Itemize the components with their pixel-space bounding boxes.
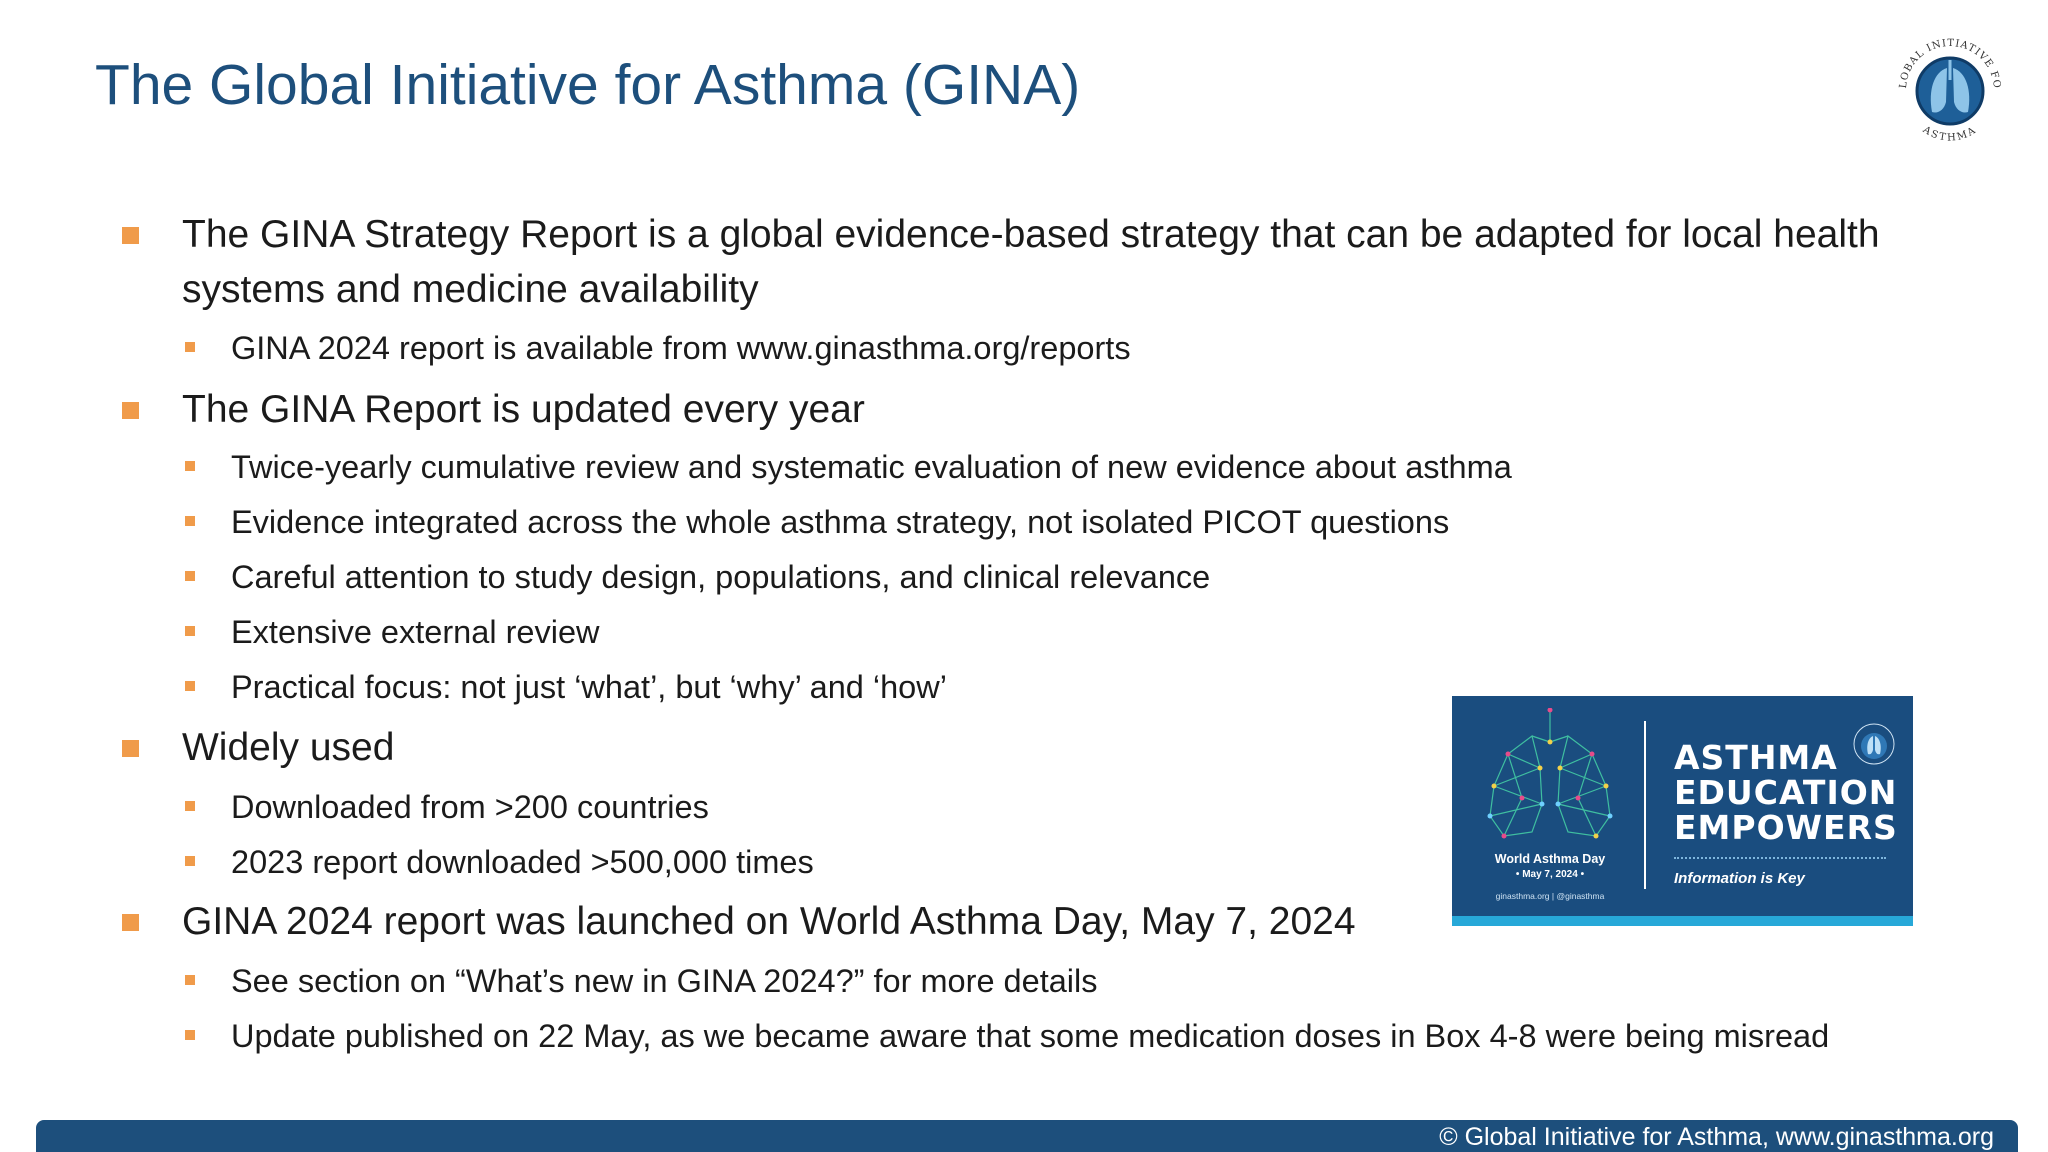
- sub-bullet-countries: Downloaded from >200 countries: [231, 789, 709, 825]
- sub-bullet-marker: [185, 801, 195, 811]
- sub-bullet-evidence: Evidence integrated across the whole asthma strategy, not isolated PICOT questions: [231, 504, 1450, 540]
- sub-bullet-marker: [185, 626, 195, 636]
- footer-bar: [36, 1120, 2018, 1152]
- footer-copyright: © Global Initiative for Asthma, www.ginasthma.org: [1439, 1123, 1994, 1151]
- sub-bullet-marker: [185, 342, 195, 352]
- logo-arc-bottom: ASTHMA: [1920, 124, 1980, 144]
- world-asthma-day-label: [1470, 852, 1630, 882]
- sub-bullet-marker: [185, 975, 195, 985]
- headline-line: ASTHMA: [1674, 738, 1838, 777]
- bullet-launch: GINA 2024 report was launched on World Asthma Day, May 7, 2024: [182, 900, 1356, 943]
- banner-headline: [1674, 740, 1898, 845]
- bullet-marker: [122, 740, 139, 757]
- bullet-marker: [122, 227, 139, 244]
- sub-bullet-marker: [185, 681, 195, 691]
- sub-bullet-review: Twice-yearly cumulative review and systematic evaluation of new evidence about asthma: [231, 449, 1512, 485]
- sub-bullet-marker: [185, 571, 195, 581]
- headline-line: EMPOWERS: [1674, 808, 1898, 847]
- sub-bullet-external-review: Extensive external review: [231, 614, 600, 650]
- world-asthma-day-banner: [1452, 696, 1913, 926]
- sub-bullet-whats-new: See section on “What’s new in GINA 2024?” for more details: [231, 963, 1098, 999]
- banner-divider: [1644, 721, 1646, 889]
- bullet-marker: [122, 914, 139, 931]
- sub-bullet-marker: [185, 516, 195, 526]
- event-name: World Asthma Day: [1494, 852, 1606, 866]
- network-lungs-icon: [1482, 708, 1618, 848]
- banner-bottom-strip: [1452, 916, 1913, 926]
- sub-bullet-update: Update published on 22 May, as we became aware that some medication doses in Box 4-8 were being misread: [231, 1018, 1830, 1054]
- sub-bullet-marker: [185, 856, 195, 866]
- sub-bullet-downloads: 2023 report downloaded >500,000 times: [231, 844, 814, 880]
- event-date: • May 7, 2024 •: [1515, 869, 1585, 880]
- bullet-updated-yearly: The GINA Report is updated every year: [182, 388, 865, 431]
- banner-links: ginasthma.org | @ginasthma: [1495, 891, 1605, 901]
- bullet-marker: [122, 402, 139, 419]
- banner-dotted-rule: [1674, 857, 1886, 859]
- logo-arc-top: LOBAL INITIATIVE FO: [1897, 37, 2003, 90]
- sub-bullet-report-link: GINA 2024 report is available from www.ginasthma.org/reports: [231, 330, 1131, 366]
- bullet-strategy-report: The GINA Strategy Report is a global evidence-based strategy that can be adapted for local health systems and medicine availability: [182, 213, 1880, 311]
- sub-bullet-practical-focus: Practical focus: not just ‘what’, but ‘why’ and ‘how’: [231, 669, 947, 705]
- sub-bullet-study-design: Careful attention to study design, populations, and clinical relevance: [231, 559, 1211, 595]
- headline-line: EDUCATION: [1674, 773, 1898, 812]
- slide-title: The Global Initiative for Asthma (GINA): [95, 53, 1081, 117]
- bullet-widely-used: Widely used: [182, 726, 395, 769]
- sub-bullet-marker: [185, 1030, 195, 1040]
- banner-tagline: Information is Key: [1674, 870, 1805, 887]
- sub-bullet-marker: [185, 461, 195, 471]
